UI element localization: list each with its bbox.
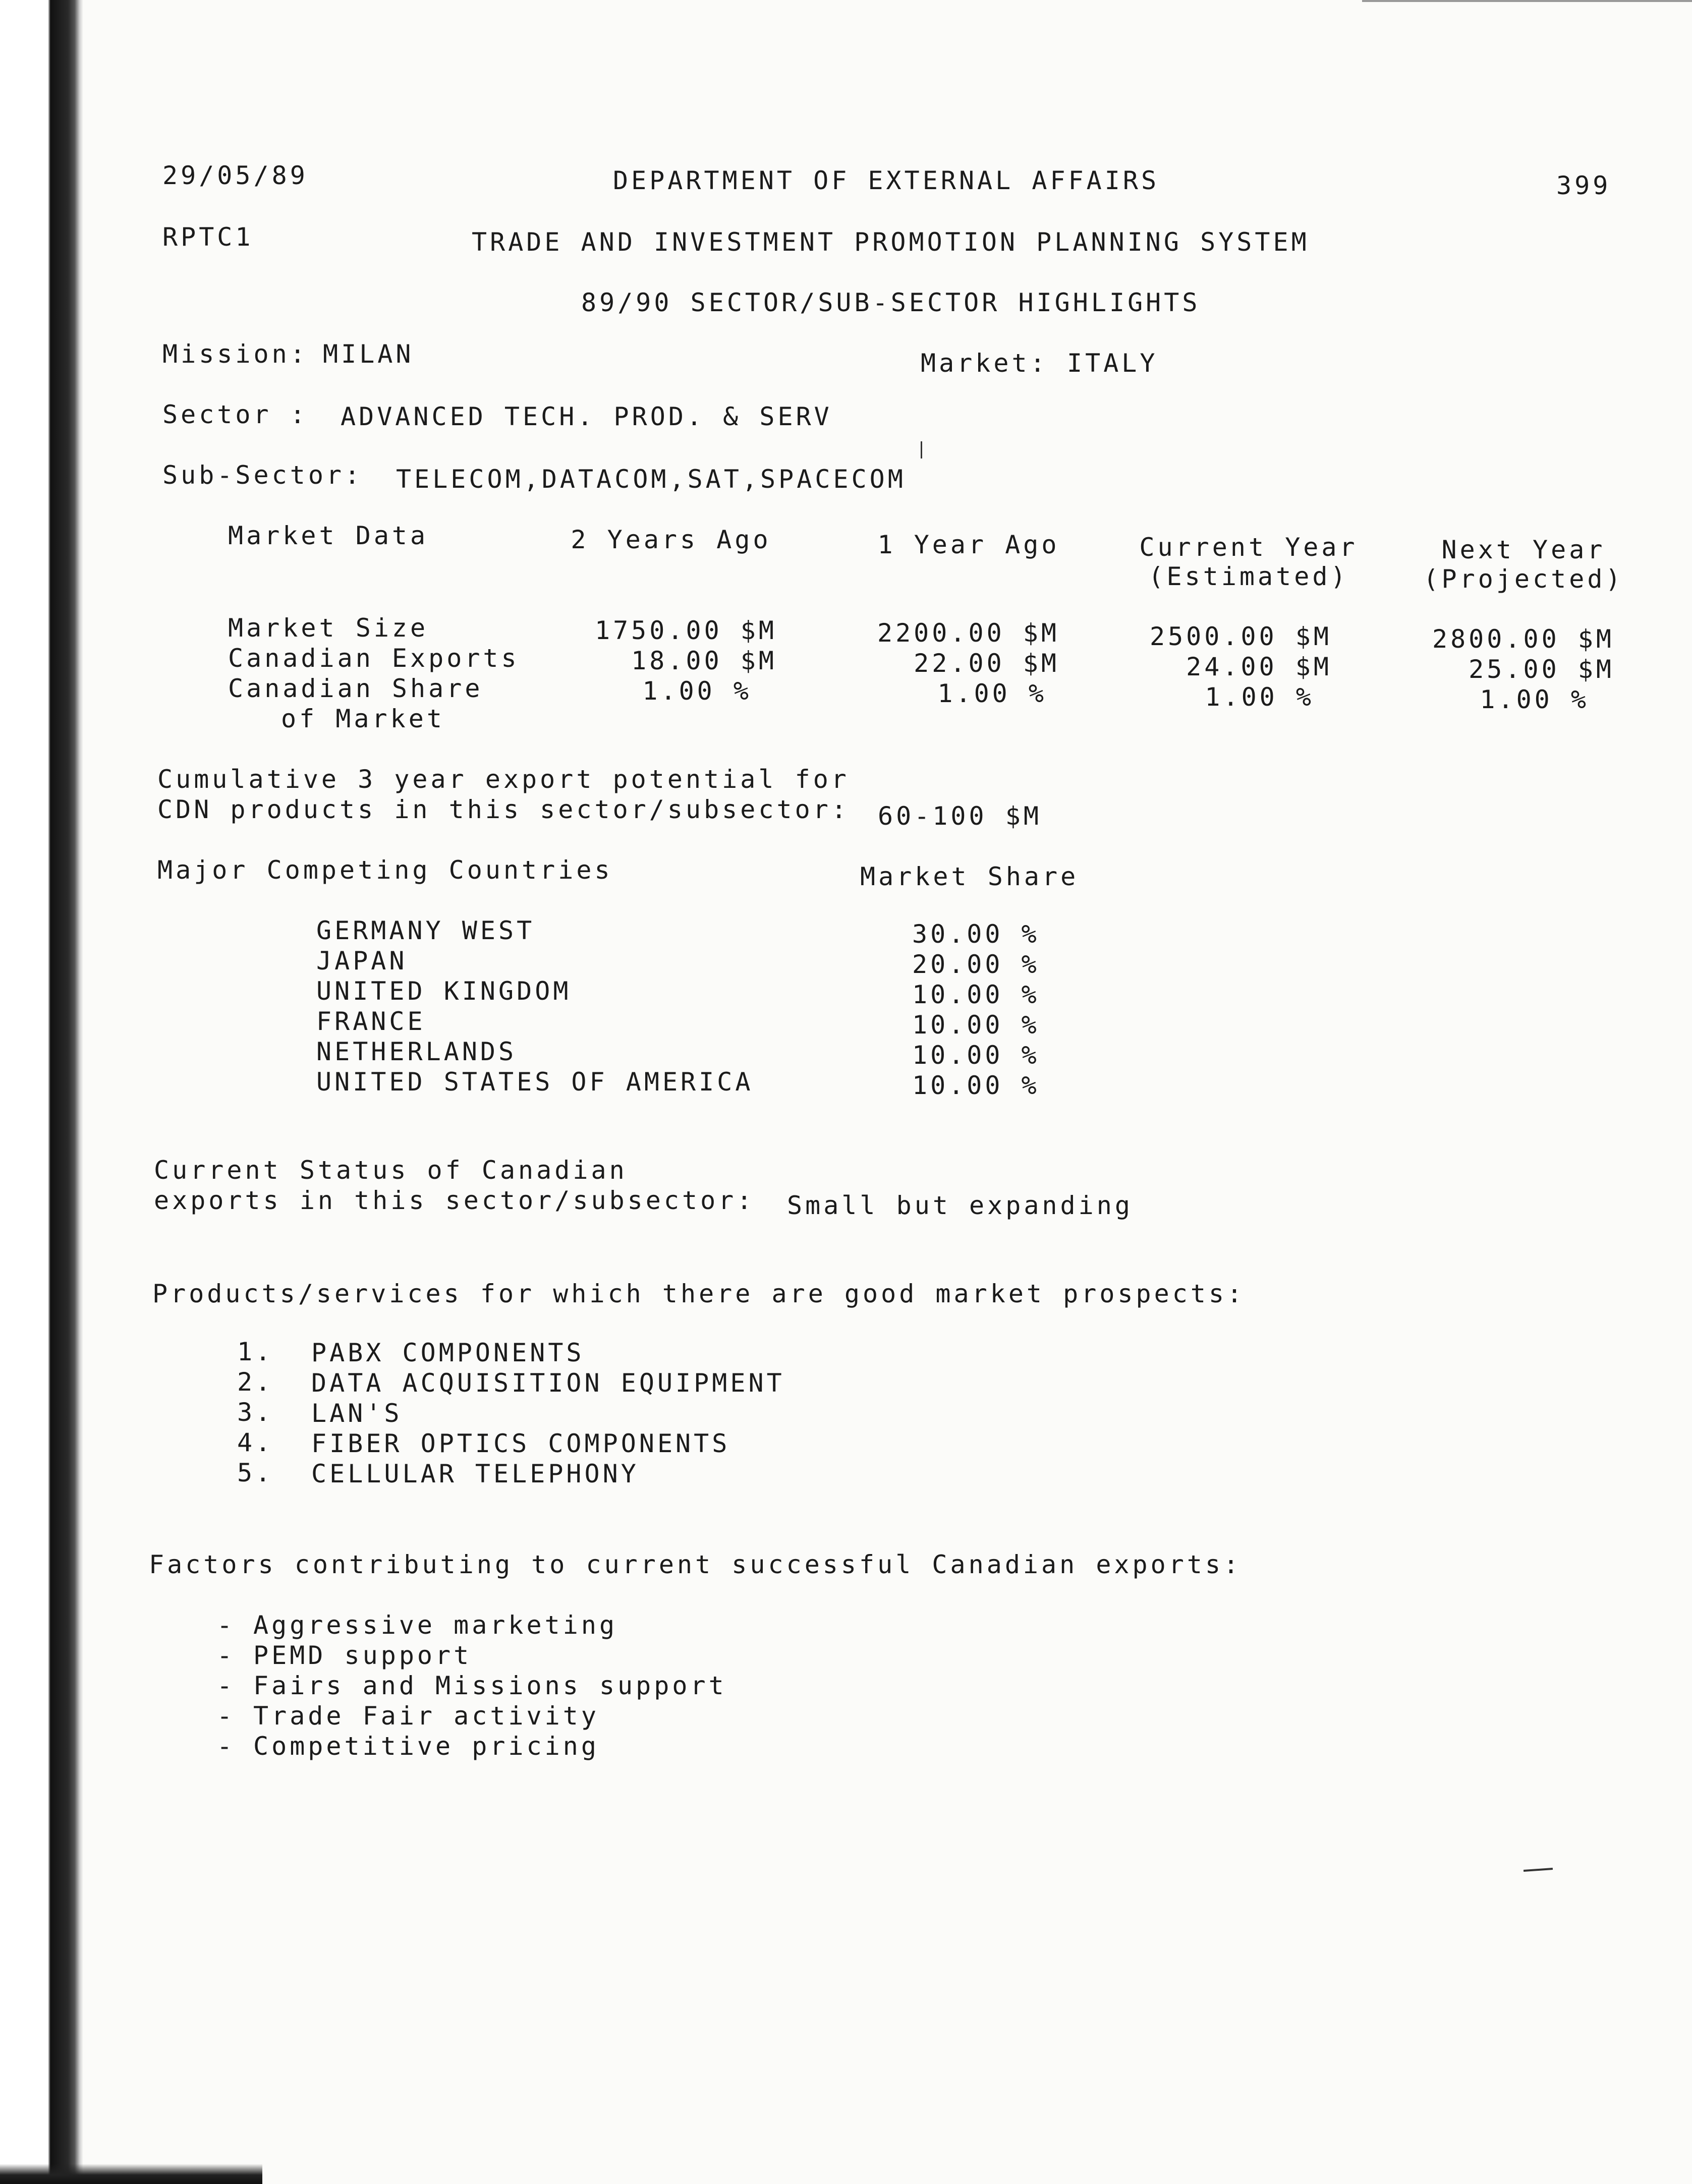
report-date: 29/05/89: [162, 161, 308, 190]
col-header-current-year: Current Year: [1139, 533, 1358, 562]
factor-bullet: -: [217, 1611, 236, 1640]
export-potential-line1: Cumulative 3 year export potential for: [157, 765, 850, 794]
row-label-market-size: Market Size: [228, 613, 429, 643]
factor-bullet: -: [217, 1732, 236, 1761]
mission-value: MILAN: [323, 339, 414, 369]
cell-market-size-next: 2800.00 $M: [1432, 624, 1614, 654]
mission-label: Mission:: [162, 339, 308, 369]
product-number: 2.: [237, 1367, 274, 1397]
system-title: TRADE AND INVESTMENT PROMOTION PLANNING SYSTEM: [472, 227, 1310, 257]
report-code: RPTC1: [162, 222, 254, 252]
product-number: 1.: [237, 1337, 274, 1366]
competitor-share: 20.00 %: [912, 950, 1040, 979]
competitor-share: 30.00 %: [912, 919, 1040, 949]
col-header-next-year-sub: (Projected): [1423, 564, 1624, 594]
sector-value: ADVANCED TECH. PROD. & SERV: [341, 402, 832, 431]
cell-exports-next: 25.00 $M: [1469, 655, 1614, 684]
stray-mark: [921, 441, 922, 458]
page-number: 399: [1556, 171, 1611, 200]
competitor-country: GERMANY WEST: [316, 916, 535, 945]
col-header-current-year-sub: (Estimated): [1148, 562, 1349, 591]
cell-share-next: 1.00 %: [1480, 685, 1589, 714]
competitor-share: 10.00 %: [912, 1010, 1040, 1040]
product-item: FIBER OPTICS COMPONENTS: [311, 1429, 730, 1458]
market-data-label: Market Data: [228, 521, 429, 550]
factor-bullet: -: [217, 1671, 236, 1700]
cell-exports-1y: 22.00 $M: [914, 649, 1059, 678]
factor-item: PEMD support: [253, 1641, 472, 1670]
col-header-next-year: Next Year: [1441, 535, 1606, 564]
department-title: DEPARTMENT OF EXTERNAL AFFAIRS: [613, 166, 1160, 195]
page-bottom-shadow: [0, 2144, 262, 2184]
row-label-canadian-share: Canadian Share: [228, 674, 483, 703]
status-value: Small but expanding: [787, 1191, 1133, 1220]
cell-market-size-2y: 1750.00 $M: [594, 616, 777, 645]
cell-market-size-1y: 2200.00 $M: [877, 618, 1059, 648]
col-header-1-year-ago: 1 Year Ago: [877, 530, 1060, 559]
market-share-label: Market Share: [860, 862, 1079, 891]
cell-share-2y: 1.00 %: [642, 676, 752, 706]
competitor-share: 10.00 %: [912, 1071, 1040, 1100]
cell-exports-2y: 18.00 $M: [631, 646, 777, 675]
product-item: DATA ACQUISITION EQUIPMENT: [311, 1368, 785, 1398]
cell-share-current: 1.00 %: [1205, 682, 1314, 712]
factor-item: Competitive pricing: [253, 1732, 599, 1761]
row-label-of-market: of Market: [281, 704, 445, 733]
competitor-country: UNITED KINGDOM: [316, 976, 572, 1006]
cell-share-1y: 1.00 %: [937, 679, 1047, 708]
status-line2: exports in this sector/subsector:: [154, 1186, 755, 1215]
subsector-label: Sub-Sector:: [162, 461, 363, 490]
factors-label: Factors contributing to current successful Canadian exports:: [149, 1550, 1242, 1579]
market-value: ITALY: [1067, 349, 1158, 378]
stray-dash: [1524, 1868, 1553, 1872]
status-line1: Current Status of Canadian: [154, 1156, 628, 1185]
product-number: 4.: [237, 1428, 274, 1457]
competitor-country: JAPAN: [316, 946, 408, 975]
competitor-country: FRANCE: [316, 1007, 426, 1036]
competitors-label: Major Competing Countries: [157, 855, 613, 885]
products-label: Products/services for which there are good market prospects:: [152, 1279, 1246, 1308]
product-item: CELLULAR TELEPHONY: [311, 1459, 639, 1488]
factor-item: Trade Fair activity: [253, 1701, 599, 1731]
product-item: PABX COMPONENTS: [311, 1338, 585, 1367]
cell-market-size-current: 2500.00 $M: [1149, 622, 1332, 651]
scan-top-line: [1362, 0, 1692, 2]
sector-label: Sector :: [162, 400, 308, 429]
product-number: 5.: [237, 1458, 274, 1487]
cell-exports-current: 24.00 $M: [1186, 652, 1332, 681]
factor-item: Fairs and Missions support: [253, 1671, 727, 1700]
product-number: 3.: [237, 1398, 274, 1427]
competitor-share: 10.00 %: [912, 1041, 1040, 1070]
export-potential-line2: CDN products in this sector/subsector:: [157, 795, 850, 824]
row-label-canadian-exports: Canadian Exports: [228, 644, 520, 673]
report-title: 89/90 SECTOR/SUB-SECTOR HIGHLIGHTS: [581, 288, 1201, 317]
subsector-value: TELECOM,DATACOM,SAT,SPACECOM: [396, 465, 906, 494]
competitor-country: UNITED STATES OF AMERICA: [316, 1067, 754, 1097]
competitor-country: NETHERLANDS: [316, 1037, 517, 1066]
page-binding-edge: [0, 0, 83, 2184]
factor-bullet: -: [217, 1641, 236, 1670]
factor-item: Aggressive marketing: [253, 1611, 618, 1640]
factor-bullet: -: [217, 1701, 236, 1731]
market-label: Market:: [921, 349, 1048, 378]
col-header-2-years-ago: 2 Years Ago: [571, 525, 771, 554]
competitor-share: 10.00 %: [912, 980, 1040, 1009]
export-potential-value: 60-100 $M: [878, 801, 1042, 831]
product-item: LAN'S: [311, 1399, 403, 1428]
